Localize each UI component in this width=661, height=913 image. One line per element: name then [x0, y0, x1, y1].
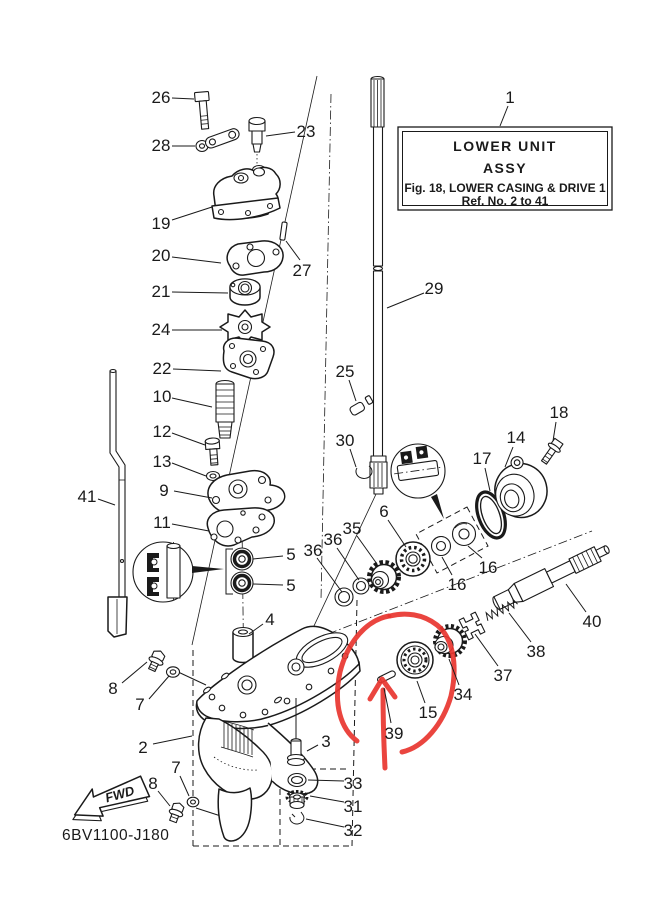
callout-leader-26-29 — [172, 98, 194, 99]
callout-label-37-41: 37 — [493, 666, 513, 685]
gasket-11 — [207, 508, 274, 546]
pin-27 — [280, 222, 287, 241]
pump-housing-19 — [212, 166, 280, 220]
callout-leader-35-38 — [357, 536, 377, 564]
callout-leader-22-25 — [173, 369, 221, 371]
title-box-line4: Ref. No. 2 to 41 — [461, 194, 549, 208]
callout-label-15-17: 15 — [418, 703, 438, 722]
sleeve-10 — [216, 381, 234, 439]
callout-leader-31-34 — [310, 796, 344, 802]
callout-label-10-12: 10 — [152, 387, 172, 406]
callout-leader-16-18 — [442, 557, 452, 575]
callout-label-19-22: 19 — [151, 214, 171, 233]
seal-housing-23 — [249, 118, 265, 167]
detail-circle-seals — [133, 542, 224, 602]
callout-label-13-15: 13 — [152, 452, 172, 471]
drive-shaft-29 — [370, 77, 387, 495]
washer-7-upper — [167, 667, 180, 677]
callout-label-32-35: 32 — [343, 821, 363, 840]
callout-label-40-44: 40 — [582, 612, 602, 631]
callout-leader-25-28 — [349, 380, 356, 401]
callout-leader-40-44 — [566, 584, 586, 612]
clip-32 — [290, 812, 304, 824]
callout-label-38-42: 38 — [526, 642, 546, 661]
callout-leader-6-6 — [388, 520, 406, 547]
callout-label-36-39: 36 — [323, 530, 343, 549]
fwd-arrow-label: FWD — [103, 782, 136, 806]
callout-leader-27-30 — [286, 241, 300, 260]
callout-leader-15-17 — [417, 681, 425, 703]
lower-casing-2 — [196, 626, 360, 841]
bracket-strap — [204, 127, 241, 149]
callout-leader-13-15 — [172, 463, 206, 476]
callout-label-22-25: 22 — [152, 359, 172, 378]
callout-label-11-13: 11 — [153, 513, 171, 532]
callout-label-28-31: 28 — [151, 136, 171, 155]
bolt-12 — [205, 438, 221, 466]
callout-leader-30-33 — [350, 449, 356, 467]
callout-label-4-3: 4 — [265, 610, 275, 629]
washer-7-lower — [187, 797, 199, 807]
callout-label-29-32: 29 — [424, 279, 444, 298]
callout-leader-41-45 — [98, 499, 115, 505]
bolt-18 — [538, 437, 564, 466]
callout-leader-7-7 — [149, 676, 169, 699]
pin-25 — [349, 395, 373, 416]
callout-leader-1-0 — [500, 106, 508, 126]
spacer-16-inner — [432, 537, 451, 556]
callout-leader-17-20 — [485, 468, 490, 491]
o-ring-33 — [288, 774, 306, 787]
callout-leader-3-2 — [307, 745, 318, 751]
callout-label-12-14: 12 — [152, 422, 172, 441]
callout-label-8-9: 8 — [108, 679, 118, 698]
callout-label-31-34: 31 — [343, 797, 363, 816]
bolt-8-lower — [166, 801, 186, 824]
callout-leader-20-23 — [172, 257, 221, 263]
callout-label-33-36: 33 — [343, 774, 363, 793]
callout-label-6-6: 6 — [379, 502, 389, 521]
bolt-8-upper — [145, 648, 167, 673]
callout-label-21-24: 21 — [151, 282, 171, 301]
callout-label-27-30: 27 — [292, 261, 312, 280]
pump-base-9 — [208, 471, 285, 514]
callout-leader-29-32 — [387, 293, 424, 308]
callout-label-7-8: 7 — [171, 758, 181, 777]
callout-label-5-4: 5 — [286, 545, 296, 564]
title-box-line2: ASSY — [482, 160, 528, 176]
callout-label-5-5: 5 — [286, 576, 296, 595]
callout-leader-7-8 — [180, 776, 189, 796]
spacer-16-outer — [453, 523, 476, 546]
callout-label-39-43: 39 — [384, 724, 404, 743]
title-box — [398, 127, 612, 210]
callout-leader-9-11 — [174, 491, 212, 498]
callout-label-16-18: 16 — [447, 575, 467, 594]
callout-leader-38-42 — [509, 613, 531, 642]
callout-label-3-2: 3 — [321, 732, 331, 751]
callout-label-9-11: 9 — [159, 481, 169, 500]
callout-label-18-21: 18 — [549, 403, 569, 422]
callout-label-14-16: 14 — [506, 428, 526, 447]
pump-plate-22 — [223, 338, 274, 379]
callout-leader-19-22 — [172, 207, 212, 220]
callout-label-16-19: 16 — [478, 558, 498, 577]
oil-seal-5-upper — [231, 548, 253, 570]
callout-leader-21-24 — [172, 292, 228, 293]
callout-leader-32-35 — [306, 819, 344, 827]
callout-label-1-0: 1 — [505, 88, 515, 107]
callout-leader-11-13 — [172, 524, 209, 531]
callout-leader-37-41 — [475, 634, 498, 666]
callout-label-34-37: 34 — [453, 685, 473, 704]
callout-leader-5-5 — [253, 584, 283, 585]
callout-label-17-20: 17 — [472, 449, 492, 468]
callout-label-41-45: 41 — [77, 487, 97, 506]
title-box-line1: LOWER UNIT — [453, 138, 557, 154]
callout-label-24-27: 24 — [151, 320, 171, 339]
callout-label-36-40: 36 — [303, 541, 323, 560]
callout-leader-12-14 — [172, 433, 205, 445]
title-box-line3: Fig. 18, LOWER CASING & DRIVE 1 — [404, 181, 606, 195]
washer-36-inner — [353, 578, 369, 594]
washer-36-outer — [335, 588, 353, 606]
callout-leader-2-1 — [153, 736, 192, 744]
callout-leader-8-9 — [122, 662, 147, 683]
callout-label-23-26: 23 — [296, 122, 316, 141]
bearing-15 — [397, 642, 433, 678]
fwd-arrow — [66, 774, 152, 828]
figure-code: 6BV1100-J180 — [62, 827, 170, 844]
callout-label-30-33: 30 — [335, 431, 355, 450]
pump-cup-21 — [230, 279, 260, 305]
gasket-20 — [227, 241, 283, 275]
bearing-6 — [396, 542, 430, 576]
callout-label-25-28: 25 — [335, 362, 355, 381]
callout-label-20-23: 20 — [151, 246, 171, 265]
callout-leader-10-12 — [172, 398, 212, 407]
oil-seal-5-lower — [231, 572, 253, 594]
callout-label-8-10: 8 — [148, 774, 158, 793]
callout-label-26-29: 26 — [151, 88, 171, 107]
callout-label-2-1: 2 — [138, 738, 148, 757]
shift-dog-37 — [459, 612, 485, 640]
callout-leader-5-4 — [253, 556, 283, 559]
callout-leader-8-10 — [158, 791, 170, 806]
bolt-26 — [194, 91, 211, 129]
pinion-gear-35 — [369, 562, 399, 592]
callout-label-7-7: 7 — [135, 695, 145, 714]
callout-leader-16-19 — [468, 546, 482, 558]
callout-leader-23-26 — [266, 132, 295, 136]
callout-label-35-38: 35 — [342, 519, 362, 538]
detail-circle-driveshaft — [391, 444, 445, 519]
